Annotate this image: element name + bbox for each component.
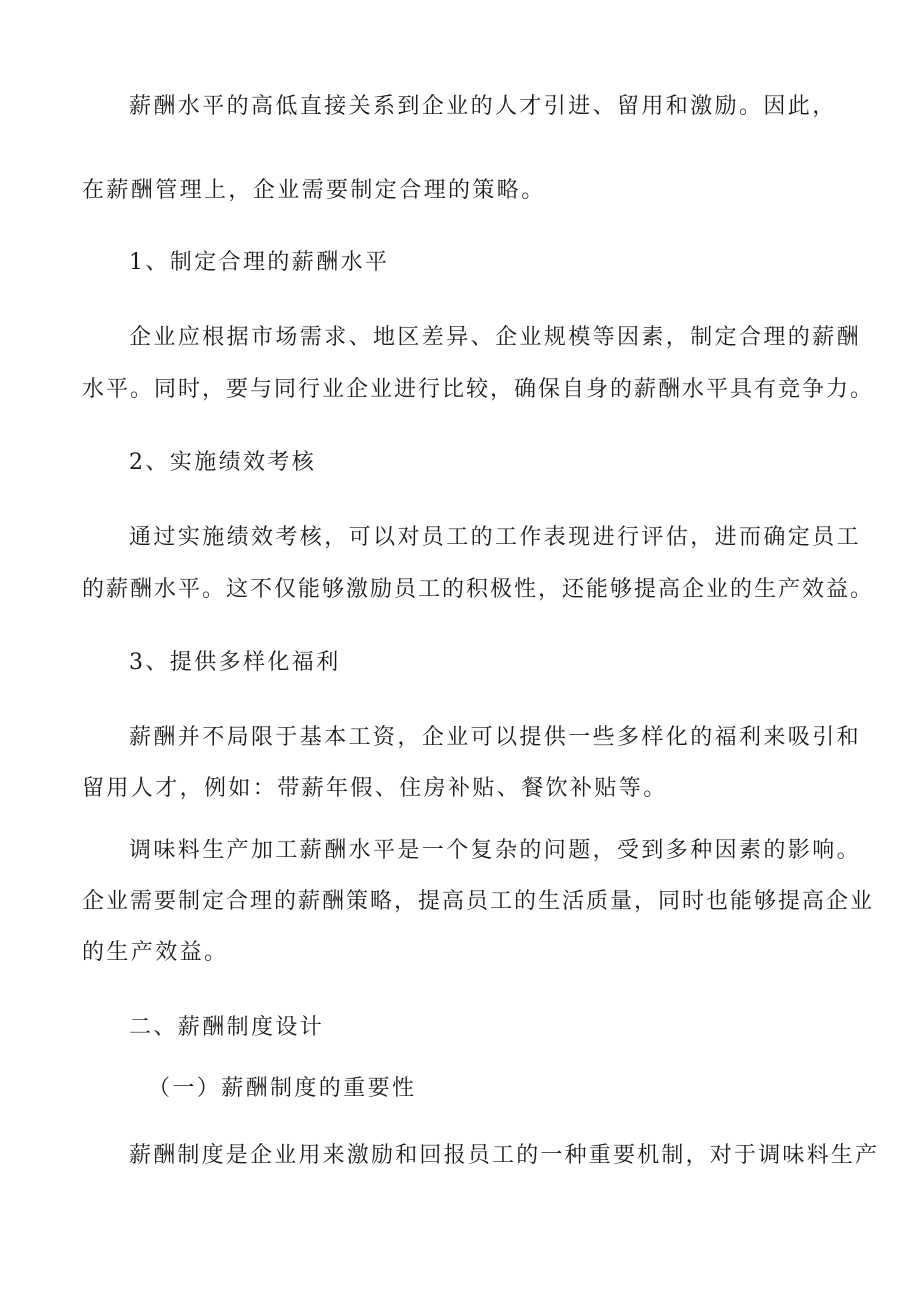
paragraph-line: 在薪酬管理上，企业需要制定合理的策略。 bbox=[82, 178, 546, 203]
paragraph-line: 的薪酬水平。这不仅能够激励员工的积极性，还能够提高企业的生产效益。 bbox=[82, 577, 875, 602]
paragraph-line: 薪酬制度是企业用来激励和回报员工的一种重要机制，对于调味料生产 bbox=[129, 1143, 880, 1168]
section-heading: 2、实施绩效考核 bbox=[129, 450, 317, 475]
paragraph-line: 留用人才，例如：带薪年假、住房补贴、餐饮补贴等。 bbox=[82, 776, 668, 801]
paragraph-line: 企业需要制定合理的薪酬策略，提高员工的生活质量，同时也能够提高企业 bbox=[82, 889, 875, 914]
chapter-heading: 二、薪酬制度设计 bbox=[129, 1015, 325, 1040]
subsection-heading: （一）薪酬制度的重要性 bbox=[148, 1076, 417, 1101]
paragraph-line: 通过实施绩效考核，可以对员工的工作表现进行评估，进而确定员工 bbox=[129, 525, 862, 550]
paragraph-line: 企业应根据市场需求、地区差异、企业规模等因素，制定合理的薪酬 bbox=[129, 325, 862, 350]
section-heading: 3、提供多样化福利 bbox=[129, 650, 341, 675]
paragraph-line: 的生产效益。 bbox=[82, 940, 229, 965]
paragraph-line: 薪酬水平的高低直接关系到企业的人才引进、留用和激励。因此， bbox=[129, 94, 837, 119]
paragraph-line: 薪酬并不局限于基本工资，企业可以提供一些多样化的福利来吸引和 bbox=[129, 725, 862, 750]
paragraph-line: 调味料生产加工薪酬水平是一个复杂的问题，受到多种因素的影响。 bbox=[129, 838, 862, 863]
paragraph-line: 水平。同时，要与同行业企业进行比较，确保自身的薪酬水平具有竞争力。 bbox=[82, 377, 875, 402]
section-heading: 1、制定合理的薪酬水平 bbox=[129, 250, 390, 275]
